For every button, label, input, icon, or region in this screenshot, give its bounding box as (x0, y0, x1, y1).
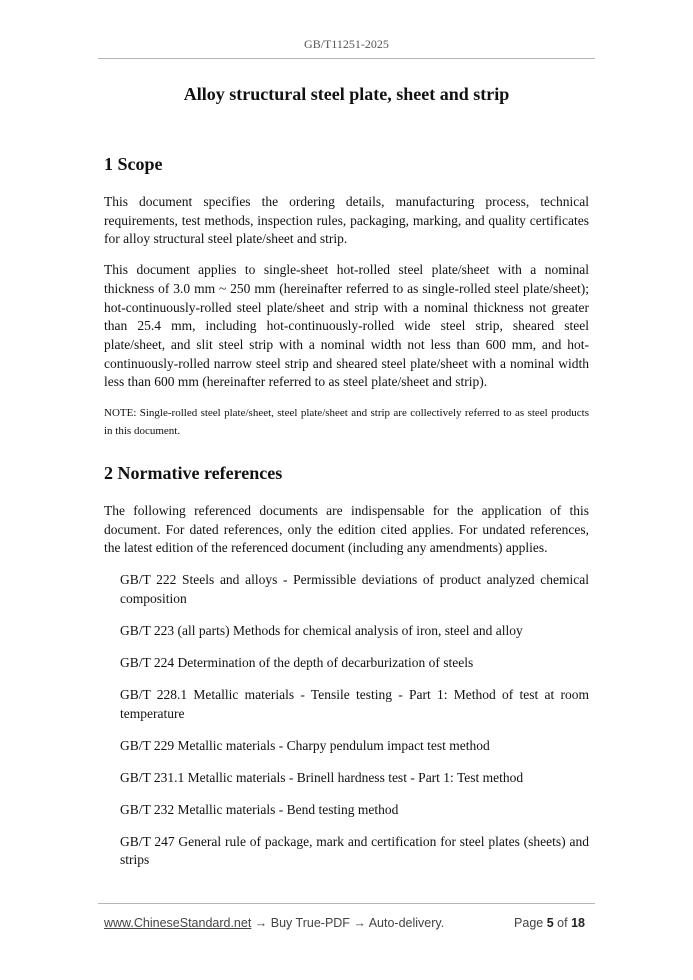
footer-divider (98, 903, 595, 904)
section-heading-normative-references: 2 Normative references (104, 463, 283, 484)
reference-item: GB/T 228.1 Metallic materials - Tensile testing - Part 1: Method of test at room temperature (120, 686, 589, 721)
page-current: 5 (546, 916, 554, 930)
reference-item: GB/T 231.1 Metallic materials - Brinell hardness test - Part 1: Test method (120, 769, 524, 785)
page-footer (104, 916, 585, 930)
reference-item: GB/T 247 General rule of package, mark and certification for steel plates (sheets) and strips (120, 833, 589, 868)
section-heading-scope: 1 Scope (104, 154, 163, 174)
page-number (514, 916, 585, 930)
reference-item: GB/T 232 Metallic materials - Bend testing method (120, 801, 399, 817)
document-body (104, 81, 589, 883)
reference-item: GB/T 224 Determination of the depth of decarburization of steels (120, 654, 474, 670)
scope-paragraph-1: This document specifies the ordering details, manufacturing process, technical requirements, test methods, inspection rules, packaging, marking, and quality certificates for alloy structural steel plate/sheet and strip. (104, 194, 589, 247)
page-total: 18 (571, 916, 585, 930)
scope-note: NOTE: Single-rolled steel plate/sheet, steel plate/sheet and strip are collectively referred to as steel products in this document. (104, 407, 589, 438)
reference-item: GB/T 229 Metallic materials - Charpy pendulum impact test method (120, 737, 490, 753)
reference-item: GB/T 222 Steels and alloys - Permissible deviations of product analyzed chemical composition (120, 572, 589, 606)
header-divider (98, 58, 595, 59)
footer-left (104, 916, 444, 930)
page-label: Page (514, 916, 544, 930)
footer-tagline: → Buy True-PDF → Auto-delivery. (251, 916, 445, 930)
scope-paragraph-2: This document applies to single-sheet hot-rolled steel plate/sheet with a nominal thickness of 3.0 mm ~ 250 mm (hereinafter referred to as single-rolled steel plate/sheet); hot-continuously-rolled steel plate/sheet and strip with a nominal thickness not greater than 25.4 mm, including hot-continuously-rolled wide steel strip, sheared steel plate/sheet, and slit steel strip with a nominal width not less than 600 mm, and hot-continuously-rolled narrow steel strip and sheared steel plate/sheet with a nominal width less than 600 mm (hereinafter referred to as steel plate/sheet and strip). (104, 262, 589, 390)
header-document-code: GB/T11251-2025 (304, 37, 389, 51)
document-title: Alloy structural steel plate, sheet and strip (183, 84, 510, 104)
website-link[interactable]: www.ChineseStandard.net (104, 916, 252, 930)
normative-references-intro: The following referenced documents are indispensable for the application of this document. For dated references, only the edition cited applies. For undated references, the latest edition of the referenced document (including any amendments) applies. (104, 503, 589, 556)
page-of-label: of (557, 916, 568, 930)
reference-list (120, 571, 589, 870)
reference-item: GB/T 223 (all parts) Methods for chemical analysis of iron, steel and alloy (120, 622, 523, 638)
